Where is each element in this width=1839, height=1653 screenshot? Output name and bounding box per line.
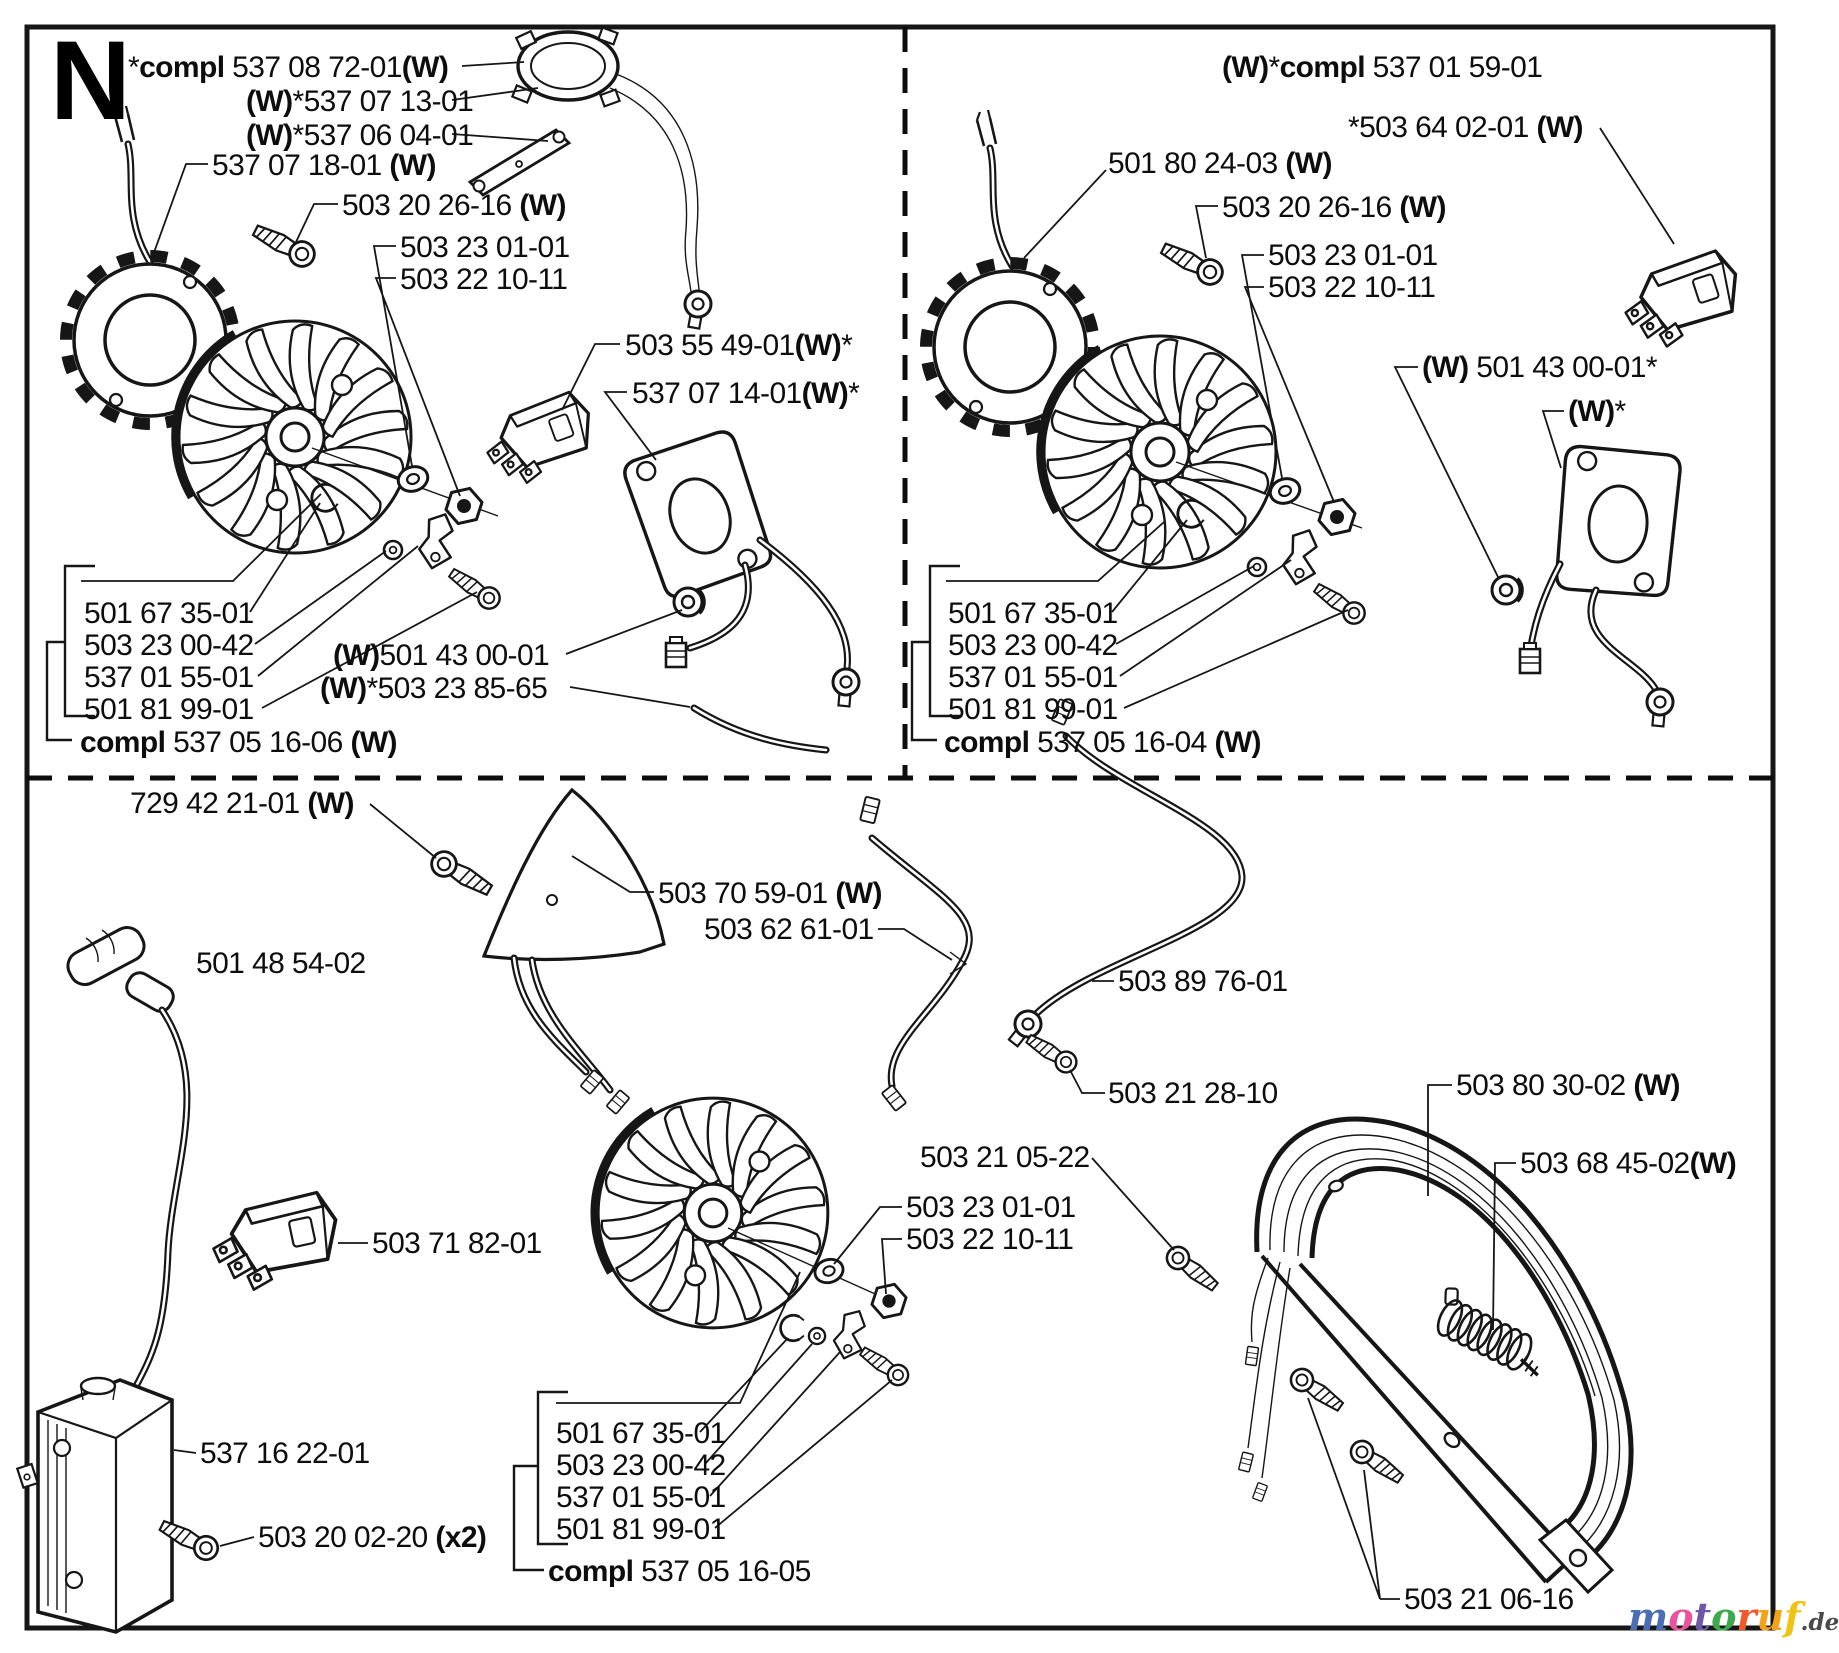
- flywheel: [176, 321, 411, 553]
- tr-part-label-503-64-02-01: *503 64 02-01 (W): [1348, 111, 1583, 144]
- b-part-label-501-67-35-01: 501 67 35-01: [556, 1417, 726, 1450]
- ground-screw: [1023, 1030, 1080, 1076]
- tr-part-label-501-43-00-01: (W) 501 43 00-01*: [1422, 351, 1657, 384]
- flywheel: [1041, 336, 1276, 568]
- guide-plate-screw: [427, 847, 495, 901]
- stop-switch: [482, 391, 595, 487]
- b-part-label-503-22-10-11: 503 22 10-11: [906, 1223, 1074, 1256]
- tl-part-label-501-67-35-01: 501 67 35-01: [84, 597, 254, 630]
- b-part-label-503-23-01-01: 503 23 01-01: [906, 1191, 1076, 1224]
- b-part-label-503-89-76-01: 503 89 76-01: [1118, 965, 1288, 998]
- tl-part-label-501-81-99-01: 501 81 99-01: [84, 693, 254, 726]
- tr-part-label-compl-537-05-16-04: compl 537 05 16-04 (W): [944, 726, 1261, 759]
- b-part-label-501-81-99-01: 501 81 99-01: [556, 1513, 726, 1546]
- bottom-assembly: [17, 699, 1631, 1632]
- section-letter: N: [50, 18, 131, 143]
- b-part-label-503-23-00-42: 503 23 00-42: [556, 1449, 726, 1482]
- tr-part-label-w-star: (W)*: [1568, 395, 1626, 428]
- short-circuit-wire: [860, 797, 969, 1111]
- tl-part-label-537-07-13-01: (W)*537 07 13-01: [246, 85, 474, 118]
- gasket-plate: [621, 428, 775, 602]
- handle-front-screw: [1162, 1242, 1221, 1295]
- tr-part-label-503-23-00-42: 503 23 00-42: [948, 629, 1118, 662]
- flywheel: [595, 1098, 828, 1328]
- tr-part-label-537-01-55-01: 537 01 55-01: [948, 661, 1118, 694]
- tl-part-label-503-23-00-42: 503 23 00-42: [84, 629, 254, 662]
- page-border: [27, 18, 1773, 1628]
- watermark: [1628, 1594, 1839, 1639]
- ignition-lead: [134, 1010, 187, 1390]
- tr-part-label-503-22-10-11: 503 22 10-11: [1268, 271, 1436, 304]
- b-part-label-503-21-06-16: 503 21 06-16: [1404, 1583, 1574, 1616]
- guide-plate: [484, 790, 664, 959]
- b-part-label-537-01-55-01: 537 01 55-01: [556, 1481, 726, 1514]
- b-part-label-503-21-05-22: 503 21 05-22: [920, 1141, 1090, 1174]
- b-part-label-503-71-82-01: 503 71 82-01: [372, 1227, 542, 1260]
- tl-part-label-537-01-55-01: 537 01 55-01: [84, 661, 254, 694]
- tl-part-label-537-06-04-01: (W)*537 06 04-01: [246, 119, 474, 152]
- b-part-label-503-70-59-01: 503 70 59-01 (W): [658, 877, 882, 910]
- stop-switch: [1622, 250, 1740, 349]
- b-part-label-729-42-21-01: 729 42 21-01 (W): [130, 787, 354, 820]
- tl-part-label-501-43-00-01: (W)501 43 00-01: [333, 639, 550, 672]
- b-part-label-503-21-28-10: 503 21 28-10: [1108, 1077, 1278, 1110]
- tr-part-label-503-20-26-16: 503 20 26-16 (W): [1222, 191, 1446, 224]
- damper-spring: [1427, 1284, 1557, 1381]
- tr-part-label-501-67-35-01: 501 67 35-01: [948, 597, 1118, 630]
- tr-part-label-501-81-99-01: 501 81 99-01: [948, 693, 1118, 726]
- handle-assembly: [1239, 1119, 1632, 1592]
- b-part-label-503-80-30-02: 503 80 30-02 (W): [1456, 1069, 1680, 1102]
- tl-part-label-503-23-85-65: (W)*503 23 85-65: [320, 672, 548, 705]
- tr-part-label-compl-537-01-59-01: (W)*compl 537 01 59-01: [1222, 51, 1543, 84]
- tl-part-label-503-22-10-11: 503 22 10-11: [400, 263, 568, 296]
- b-part-label-503-20-02-20: 503 20 02-20 (x2): [258, 1521, 487, 1554]
- b-part-label-503-62-61-01: 503 62 61-01: [704, 913, 874, 946]
- b-part-label-501-48-54-02: 501 48 54-02: [196, 947, 366, 980]
- spark-plug-boot: [63, 922, 178, 1015]
- tr-part-label-503-23-01-01: 503 23 01-01: [1268, 239, 1438, 272]
- tl-part-label-537-07-14-01: 537 07 14-01(W)*: [632, 377, 860, 410]
- ignition-module: [17, 1378, 172, 1632]
- tl-part-label-503-20-26-16: 503 20 26-16 (W): [342, 189, 566, 222]
- b-part-label-537-16-22-01: 537 16 22-01: [200, 1437, 370, 1470]
- tl-part-label-503-23-01-01: 503 23 01-01: [400, 231, 570, 264]
- tl-part-label-compl-537-05-16-06: compl 537 05 16-06 (W): [80, 726, 397, 759]
- tl-part-label-503-55-49-01: 503 55 49-01(W)*: [625, 329, 853, 362]
- tl-part-label-537-08-72-01: *compl 537 08 72-01(W): [128, 51, 449, 84]
- handle-screw: [1347, 1437, 1407, 1488]
- b-part-label-compl-537-05-16-05: compl 537 05 16-05: [548, 1555, 811, 1588]
- stop-switch: [212, 1189, 336, 1292]
- coil-screw: [1158, 237, 1227, 288]
- handle-screw: [1287, 1365, 1347, 1416]
- tr-part-label-501-80-24-03: 501 80 24-03 (W): [1108, 147, 1332, 180]
- watermark-tld: .de: [1800, 1609, 1839, 1636]
- b-part-label-503-68-45-02: 503 68 45-02(W): [1520, 1147, 1737, 1180]
- watermark-word: motoruf: [1628, 1594, 1801, 1639]
- coil-screw: [250, 219, 319, 270]
- tl-part-label-537-07-18-01: 537 07 18-01 (W): [212, 149, 436, 182]
